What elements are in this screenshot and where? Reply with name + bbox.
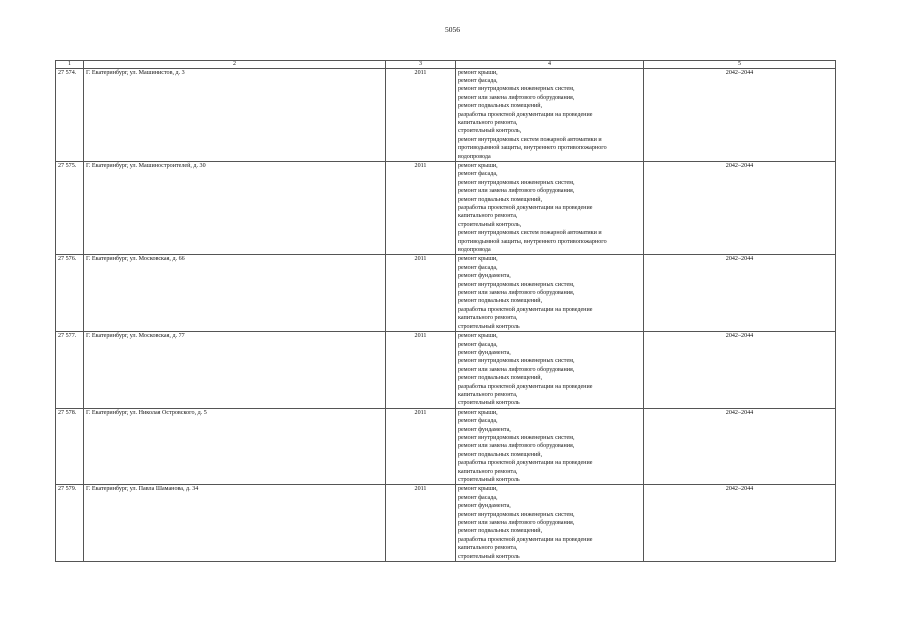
work-item: ремонт или замена лифтового оборудования,: [458, 94, 575, 101]
year-cell: 2011: [386, 485, 456, 562]
work-item: противодымной защиты, внутреннего противопожарного: [458, 238, 607, 245]
work-item: ремонт внутридомовых инженерных систем,: [458, 358, 575, 365]
work-item: ремонт или замена лифтового оборудования,: [458, 443, 575, 450]
work-item: ремонт или замена лифтового оборудования,: [458, 366, 575, 373]
year-cell: 2011: [386, 332, 456, 409]
column-header-2: 2: [84, 61, 386, 69]
work-item: строительный контроль,: [458, 221, 522, 228]
work-item: ремонт крыши,: [458, 162, 498, 169]
table-row: [56, 161, 836, 254]
work-item: ремонт подвальных помещений,: [458, 375, 543, 382]
work-item: ремонт фундамента,: [458, 273, 511, 280]
address-cell: Г. Екатеринбург, ул. Павла Шаманова, д. 34: [84, 485, 386, 562]
table-row: [56, 408, 836, 485]
work-item: ремонт фасада,: [458, 264, 498, 271]
work-item: ремонт крыши,: [458, 409, 498, 416]
column-header-5: 5: [644, 61, 836, 69]
work-item: строительный контроль: [458, 400, 520, 407]
table-row: [56, 68, 836, 161]
work-item: ремонт или замена лифтового оборудования,: [458, 290, 575, 297]
period-cell: 2042–2044: [644, 485, 836, 562]
work-item: ремонт фасада,: [458, 494, 498, 501]
work-item: ремонт крыши,: [458, 256, 498, 263]
work-item: ремонт подвальных помещений,: [458, 103, 543, 110]
works-cell: [456, 332, 644, 409]
work-item: строительный контроль,: [458, 128, 522, 135]
work-item: ремонт внутридомовых инженерных систем,: [458, 511, 575, 518]
work-item: ремонт или замена лифтового оборудования,: [458, 188, 575, 195]
row-number-cell: 27 576.: [56, 255, 84, 332]
period-cell: 2042–2044: [644, 255, 836, 332]
work-item: ремонт внутридомовых систем пожарной автоматики и: [458, 230, 602, 237]
work-item: ремонт или замена лифтового оборудования,: [458, 520, 575, 527]
work-item: ремонт внутридомовых систем пожарной автоматики и: [458, 136, 602, 143]
repair-schedule-table: [55, 60, 836, 562]
work-item: капитального ремонта,: [458, 391, 518, 398]
work-item: ремонт подвальных помещений,: [458, 451, 543, 458]
column-header-1: 1: [56, 61, 84, 69]
work-item: ремонт фундамента,: [458, 503, 511, 510]
work-item: ремонт подвальных помещений,: [458, 196, 543, 203]
period-cell: 2042–2044: [644, 68, 836, 161]
work-item: капитального ремонта,: [458, 545, 518, 552]
work-item: разработка проектной документации на проведение: [458, 306, 593, 313]
year-cell: 2011: [386, 68, 456, 161]
work-item: ремонт крыши,: [458, 69, 498, 76]
column-header-3: 3: [386, 61, 456, 69]
work-item: ремонт внутридомовых инженерных систем,: [458, 179, 575, 186]
row-number-cell: 27 578.: [56, 408, 84, 485]
work-item: ремонт фасада,: [458, 341, 498, 348]
page-number: 5056: [445, 25, 460, 34]
works-cell: [456, 255, 644, 332]
works-cell: [456, 408, 644, 485]
address-cell: Г. Екатеринбург, ул. Николая Островского, д. 5: [84, 408, 386, 485]
work-item: разработка проектной документации на проведение: [458, 536, 593, 543]
work-item: ремонт фундамента,: [458, 426, 511, 433]
work-item: водопровода: [458, 247, 491, 254]
work-item: строительный контроль: [458, 553, 520, 560]
works-cell: [456, 485, 644, 562]
work-item: капитального ремонта,: [458, 315, 518, 322]
work-item: ремонт фасада,: [458, 171, 498, 178]
period-cell: 2042–2044: [644, 332, 836, 409]
address-cell: Г. Екатеринбург, ул. Машинистов, д. 3: [84, 68, 386, 161]
work-item: водопровода: [458, 153, 491, 160]
column-header-4: 4: [456, 61, 644, 69]
work-item: капитального ремонта,: [458, 213, 518, 220]
work-item: ремонт крыши,: [458, 486, 498, 493]
work-item: ремонт подвальных помещений,: [458, 528, 543, 535]
work-item: строительный контроль: [458, 477, 520, 483]
work-item: ремонт внутридомовых инженерных систем,: [458, 434, 575, 441]
address-cell: Г. Екатеринбург, ул. Машиностроителей, д. 30: [84, 161, 386, 254]
year-cell: 2011: [386, 255, 456, 332]
work-item: строительный контроль: [458, 323, 520, 330]
row-number-cell: 27 579.: [56, 485, 84, 562]
row-number-cell: 27 574.: [56, 68, 84, 161]
work-item: ремонт фундамента,: [458, 349, 511, 356]
row-number-cell: 27 577.: [56, 332, 84, 409]
work-item: ремонт подвальных помещений,: [458, 298, 543, 305]
work-item: ремонт фасада,: [458, 77, 498, 84]
period-cell: 2042–2044: [644, 408, 836, 485]
work-item: ремонт крыши,: [458, 333, 498, 340]
works-cell: [456, 161, 644, 254]
table-body: [56, 68, 836, 562]
row-number-cell: 27 575.: [56, 161, 84, 254]
table-row: [56, 332, 836, 409]
table-row: [56, 485, 836, 562]
work-item: ремонт внутридомовых инженерных систем,: [458, 281, 575, 288]
year-cell: 2011: [386, 161, 456, 254]
table-header-row: [56, 61, 836, 69]
table-row: [56, 255, 836, 332]
work-item: капитального ремонта,: [458, 119, 518, 126]
work-item: разработка проектной документации на проведение: [458, 460, 593, 467]
work-item: капитального ремонта,: [458, 468, 518, 475]
work-item: противодымной защиты, внутреннего противопожарного: [458, 145, 607, 152]
address-cell: Г. Екатеринбург, ул. Московская, д. 77: [84, 332, 386, 409]
works-cell: [456, 68, 644, 161]
work-item: разработка проектной документации на проведение: [458, 383, 593, 390]
period-cell: 2042–2044: [644, 161, 836, 254]
address-cell: Г. Екатеринбург, ул. Московская, д. 66: [84, 255, 386, 332]
work-item: ремонт внутридомовых инженерных систем,: [458, 86, 575, 93]
work-item: разработка проектной документации на проведение: [458, 205, 593, 211]
work-item: ремонт фасада,: [458, 418, 498, 425]
year-cell: 2011: [386, 408, 456, 485]
work-item: разработка проектной документации на проведение: [458, 111, 593, 118]
